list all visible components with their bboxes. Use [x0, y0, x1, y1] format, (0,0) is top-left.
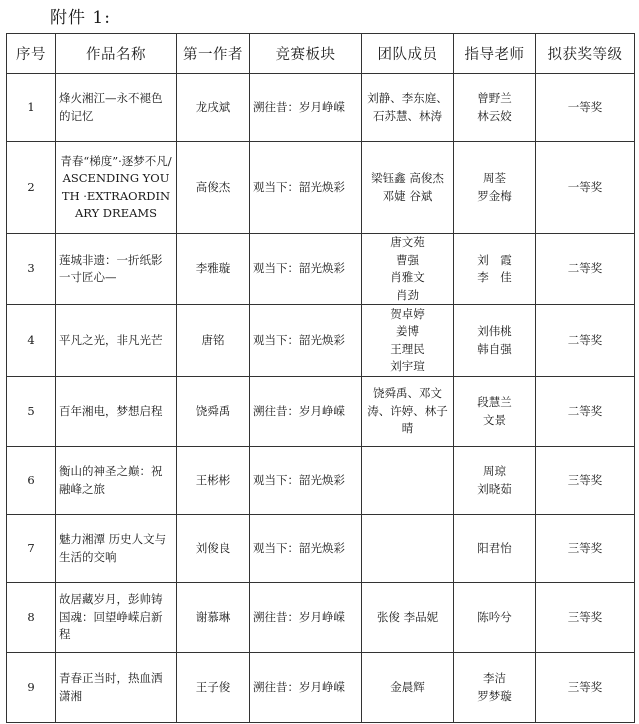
advisor-line: 李洁 — [483, 671, 506, 685]
table-row — [7, 234, 635, 305]
cell-section: 溯往昔：岁月峥嵘 — [250, 377, 362, 447]
cell-advisors — [454, 305, 536, 377]
table-row — [7, 583, 635, 653]
member-line: 王理民 — [390, 341, 425, 356]
header-author: 第一作者 — [177, 34, 250, 74]
cell-title: 百年湘电，梦想启程 — [56, 377, 177, 447]
cell-author: 王彬彬 — [177, 447, 250, 515]
advisor-line: 周琼 — [483, 464, 506, 478]
header-members: 团队成员 — [362, 34, 454, 74]
table-body — [7, 74, 635, 723]
header-no: 序号 — [7, 34, 56, 74]
cell-no: 5 — [7, 377, 56, 447]
cell-section: 溯往昔：岁月峥嵘 — [250, 653, 362, 723]
advisor-line: 曾野兰 — [477, 91, 512, 105]
cell-advisors — [454, 447, 536, 515]
advisor-line: 刘伟桃 — [477, 324, 512, 338]
cell-members — [362, 74, 454, 142]
cell-title: 平凡之光，非凡光芒 — [56, 305, 177, 377]
header-award: 拟获奖等级 — [536, 34, 635, 74]
cell-members — [362, 305, 454, 377]
cell-advisors — [454, 583, 536, 653]
cell-section: 溯往昔：岁月峥嵘 — [250, 74, 362, 142]
cell-title: 故居藏岁月，彭帅铸国魂：回望峥嵘启新程 — [56, 583, 177, 653]
cell-title: 青春“梯度”·逐梦不凡/ASCENDING YOUTH ·EXTRAORDINARY DREAMS — [56, 142, 177, 234]
member-line: 饶舜禹、邓文涛、许婷、林子晴 — [367, 386, 448, 436]
cell-award: 二等奖 — [536, 305, 635, 377]
member-line: 贺卓婷 — [390, 306, 425, 321]
table-row — [7, 74, 635, 142]
cell-advisors — [454, 74, 536, 142]
cell-members — [362, 234, 454, 305]
awards-table — [6, 33, 635, 723]
cell-members — [362, 515, 454, 583]
cell-award: 一等奖 — [536, 74, 635, 142]
advisor-line: 刘晓茹 — [477, 481, 512, 496]
advisor-line: 刘 霞 — [477, 252, 512, 267]
header-title: 作品名称 — [56, 34, 177, 74]
cell-award: 二等奖 — [536, 234, 635, 305]
cell-author: 龙戌斌 — [177, 74, 250, 142]
cell-members — [362, 377, 454, 447]
cell-author: 谢慕琳 — [177, 583, 250, 653]
cell-no: 2 — [7, 142, 56, 234]
table-header-row — [7, 34, 635, 74]
cell-members — [362, 653, 454, 723]
member-line: 金晨辉 — [390, 679, 425, 694]
cell-author: 刘俊良 — [177, 515, 250, 583]
cell-award: 三等奖 — [536, 653, 635, 723]
cell-author: 王子俊 — [177, 653, 250, 723]
cell-advisors — [454, 142, 536, 234]
header-advisors: 指导老师 — [454, 34, 536, 74]
cell-members — [362, 447, 454, 515]
cell-section: 观当下：韶光焕彩 — [250, 447, 362, 515]
cell-members — [362, 583, 454, 653]
cell-no: 1 — [7, 74, 56, 142]
advisor-line: 阳君怡 — [477, 540, 512, 555]
attachment-heading: 附件 1: — [50, 8, 111, 28]
cell-author: 饶舜禹 — [177, 377, 250, 447]
member-line: 唐文苑 — [390, 235, 425, 249]
cell-no: 4 — [7, 305, 56, 377]
cell-section: 溯往昔：岁月峥嵘 — [250, 583, 362, 653]
member-line: 姜博 — [396, 324, 419, 338]
advisor-line: 文景 — [483, 412, 506, 427]
advisor-line: 林云姣 — [477, 108, 512, 123]
advisor-line: 韩自强 — [477, 341, 512, 356]
cell-author: 高俊杰 — [177, 142, 250, 234]
header-section: 竞赛板块 — [250, 34, 362, 74]
cell-title: 青春正当时，热血洒潇湘 — [56, 653, 177, 723]
cell-section: 观当下：韶光焕彩 — [250, 305, 362, 377]
member-line: 肖雅文 — [390, 270, 425, 284]
cell-title: 莲城非遗：一折纸影 一寸匠心— — [56, 234, 177, 305]
cell-no: 7 — [7, 515, 56, 583]
cell-award: 二等奖 — [536, 377, 635, 447]
advisor-line: 罗梦璇 — [477, 688, 512, 703]
member-line: 刘宇瑄 — [390, 359, 425, 373]
table-row — [7, 305, 635, 377]
member-line: 张俊 李品妮 — [376, 609, 439, 624]
member-line: 刘静、李东庭、石苏慧、林涛 — [367, 91, 448, 123]
cell-advisors — [454, 377, 536, 447]
table-row — [7, 653, 635, 723]
cell-advisors — [454, 515, 536, 583]
cell-award: 三等奖 — [536, 583, 635, 653]
table-row — [7, 447, 635, 515]
cell-title: 烽火湘江—永不褪色的记忆 — [56, 74, 177, 142]
cell-no: 8 — [7, 583, 56, 653]
member-line: 曹强 — [396, 252, 419, 267]
cell-author: 李雅璇 — [177, 234, 250, 305]
cell-author: 唐铭 — [177, 305, 250, 377]
cell-advisors — [454, 653, 536, 723]
cell-no: 3 — [7, 234, 56, 305]
member-line: 肖劲 — [396, 287, 419, 302]
cell-section: 观当下：韶光焕彩 — [250, 515, 362, 583]
table-row — [7, 377, 635, 447]
cell-members — [362, 142, 454, 234]
cell-advisors — [454, 234, 536, 305]
advisor-line: 段慧兰 — [477, 395, 512, 409]
table-row — [7, 142, 635, 234]
advisor-line: 罗金梅 — [477, 188, 512, 203]
cell-title: 衡山的神圣之巅：祝融峰之旅 — [56, 447, 177, 515]
cell-title: 魅力湘潭 历史人文与生活的交响 — [56, 515, 177, 583]
cell-award: 三等奖 — [536, 447, 635, 515]
advisor-line: 李 佳 — [477, 270, 512, 284]
member-line: 梁钰鑫 高俊杰 邓婕 谷斌 — [371, 171, 444, 203]
table-row — [7, 515, 635, 583]
advisor-line: 陈吟兮 — [477, 609, 512, 624]
cell-section: 观当下：韶光焕彩 — [250, 142, 362, 234]
cell-no: 9 — [7, 653, 56, 723]
cell-no: 6 — [7, 447, 56, 515]
cell-award: 三等奖 — [536, 515, 635, 583]
cell-award: 一等奖 — [536, 142, 635, 234]
advisor-line: 周荃 — [483, 171, 506, 185]
cell-section: 观当下：韶光焕彩 — [250, 234, 362, 305]
